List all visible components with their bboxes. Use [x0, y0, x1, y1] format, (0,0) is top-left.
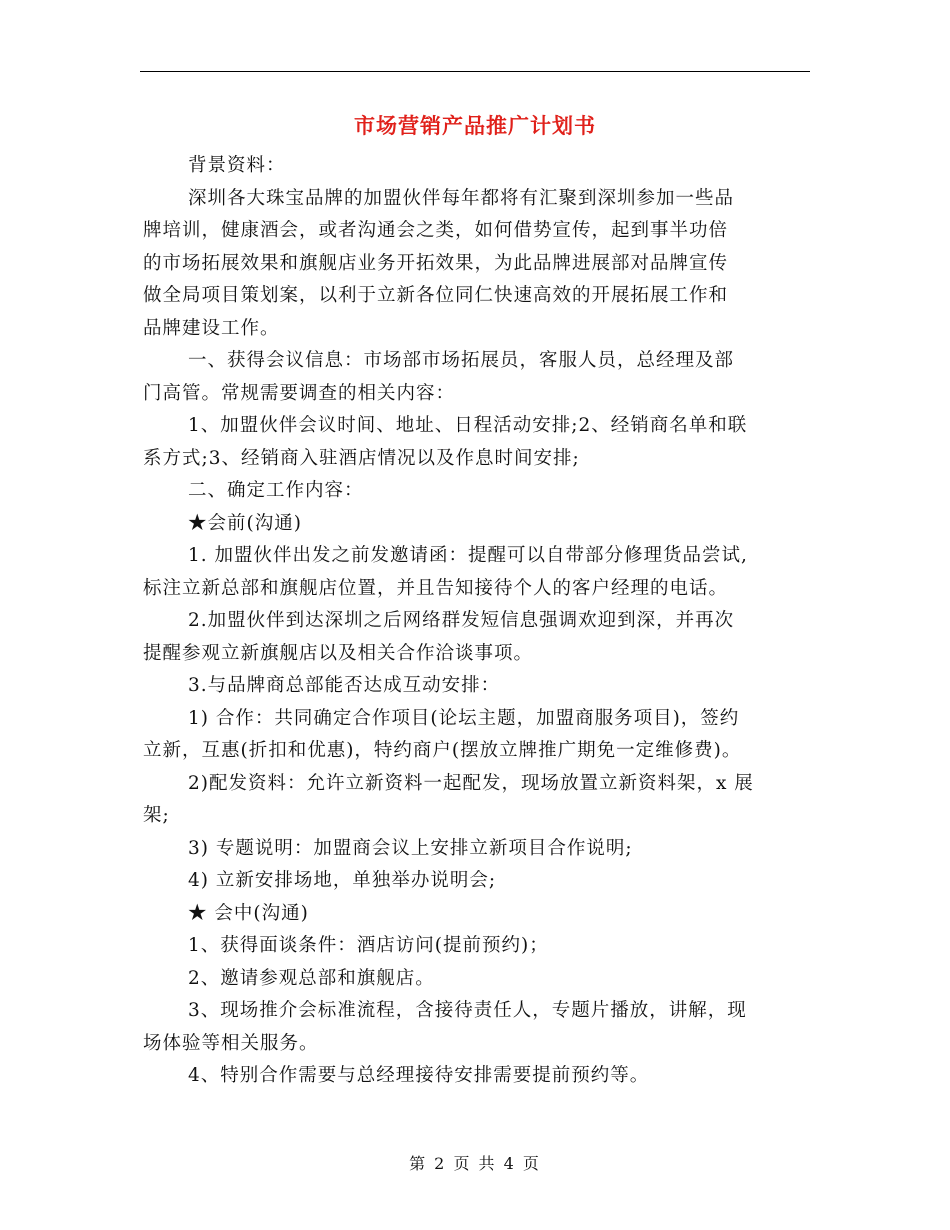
text-line: 2.加盟伙伴到达深圳之后网络群发短信息强调欢迎到深，并再次	[188, 610, 735, 631]
paragraph-materials	[143, 768, 815, 833]
text-line: 1. 加盟伙伴出发之前发邀请函：提醒可以自带部分修理货品尝试,	[188, 545, 748, 566]
paragraph-cooperation	[143, 703, 815, 768]
text-line: 4、特别合作需要与总经理接待安排需要提前预约等。	[188, 1065, 650, 1086]
paragraph-pre-meeting-heading	[143, 508, 815, 541]
paragraph-section-two	[143, 475, 815, 508]
text-line: 二、确定工作内容：	[188, 480, 364, 501]
text-line: 背景资料：	[188, 155, 286, 176]
text-line: 场体验等相关服务。	[143, 1032, 319, 1054]
text-line: 3) 专题说明：加盟商会议上安排立新项目合作说明;	[188, 837, 633, 859]
paragraph-item-2	[143, 605, 815, 670]
text-line: 提醒参观立新旗舰店以及相关合作洽谈事项。	[143, 642, 534, 664]
text-line: 3、现场推介会标准流程，含接待责任人，专题片播放，讲解，现	[188, 1000, 747, 1021]
text-line: 的市场拓展效果和旗舰店业务开拓效果，为此品牌进展部对品牌宣传	[143, 252, 729, 274]
text-line: ★会前(沟通)	[188, 512, 302, 534]
paragraph-venue	[143, 865, 815, 898]
header-rule	[140, 71, 810, 72]
paragraph-item-1	[143, 540, 815, 605]
paragraph-mid-meeting-heading	[143, 898, 815, 931]
paragraph-item-3	[143, 670, 815, 703]
text-line: 2、邀请参观总部和旗舰店。	[188, 967, 435, 989]
text-line: 立新，互惠(折扣和优惠)，特约商户(摆放立牌推广期免一定维修费)。	[143, 740, 742, 761]
text-line: 3.与品牌商总部能否达成互动安排：	[188, 675, 501, 696]
text-line: ★ 会中(沟通)	[188, 902, 309, 924]
text-line: 做全局项目策划案，以利于立新各位同仁快速高效的开展拓展工作和	[143, 285, 729, 306]
paragraph-visit	[143, 963, 815, 996]
text-line: 4) 立新安排场地，单独举办说明会;	[188, 870, 497, 891]
paragraph-section-one	[143, 345, 815, 410]
text-line: 1、加盟伙伴会议时间、地址、日程活动安排;2、经销商名单和联	[188, 415, 748, 436]
text-line: 架;	[143, 805, 170, 826]
page-number: 第 2 页 共 4 页	[409, 1154, 541, 1173]
text-line: 1) 合作：共同确定合作项目(论坛主题，加盟商服务项目)，签约	[188, 707, 740, 729]
text-line: 品牌建设工作。	[143, 317, 280, 339]
paragraph-background	[143, 183, 815, 346]
text-line: 门高管。常规需要调查的相关内容：	[143, 382, 456, 404]
paragraph-topic-explanation	[143, 833, 815, 866]
paragraph-interview	[143, 930, 815, 963]
text-line: 系方式;3、经销商入驻酒店情况以及作息时间安排;	[143, 447, 580, 469]
paragraph-process	[143, 995, 815, 1060]
text-line: 1、获得面谈条件：酒店访问(提前预约)；	[188, 935, 549, 956]
text-line: 牌培训，健康酒会，或者沟通会之类，如何借势宣传，起到事半功倍	[143, 220, 729, 241]
text-line: 2)配发资料：允许立新资料一起配发，现场放置立新资料架，x 展	[188, 772, 754, 794]
paragraph-background-heading	[143, 150, 815, 183]
text-line: 深圳各大珠宝品牌的加盟伙伴每年都将有汇聚到深圳参加一些品	[188, 187, 735, 209]
paragraph-survey-items	[143, 410, 815, 475]
text-line: 一、获得会议信息：市场部市场拓展员，客服人员，总经理及部	[188, 350, 735, 371]
document-body	[143, 150, 815, 1093]
document-title: 市场营销产品推广计划书	[354, 113, 596, 138]
paragraph-special-cooperation	[143, 1060, 815, 1093]
text-line: 标注立新总部和旗舰店位置，并且告知接待个人的客户经理的电话。	[143, 577, 729, 599]
